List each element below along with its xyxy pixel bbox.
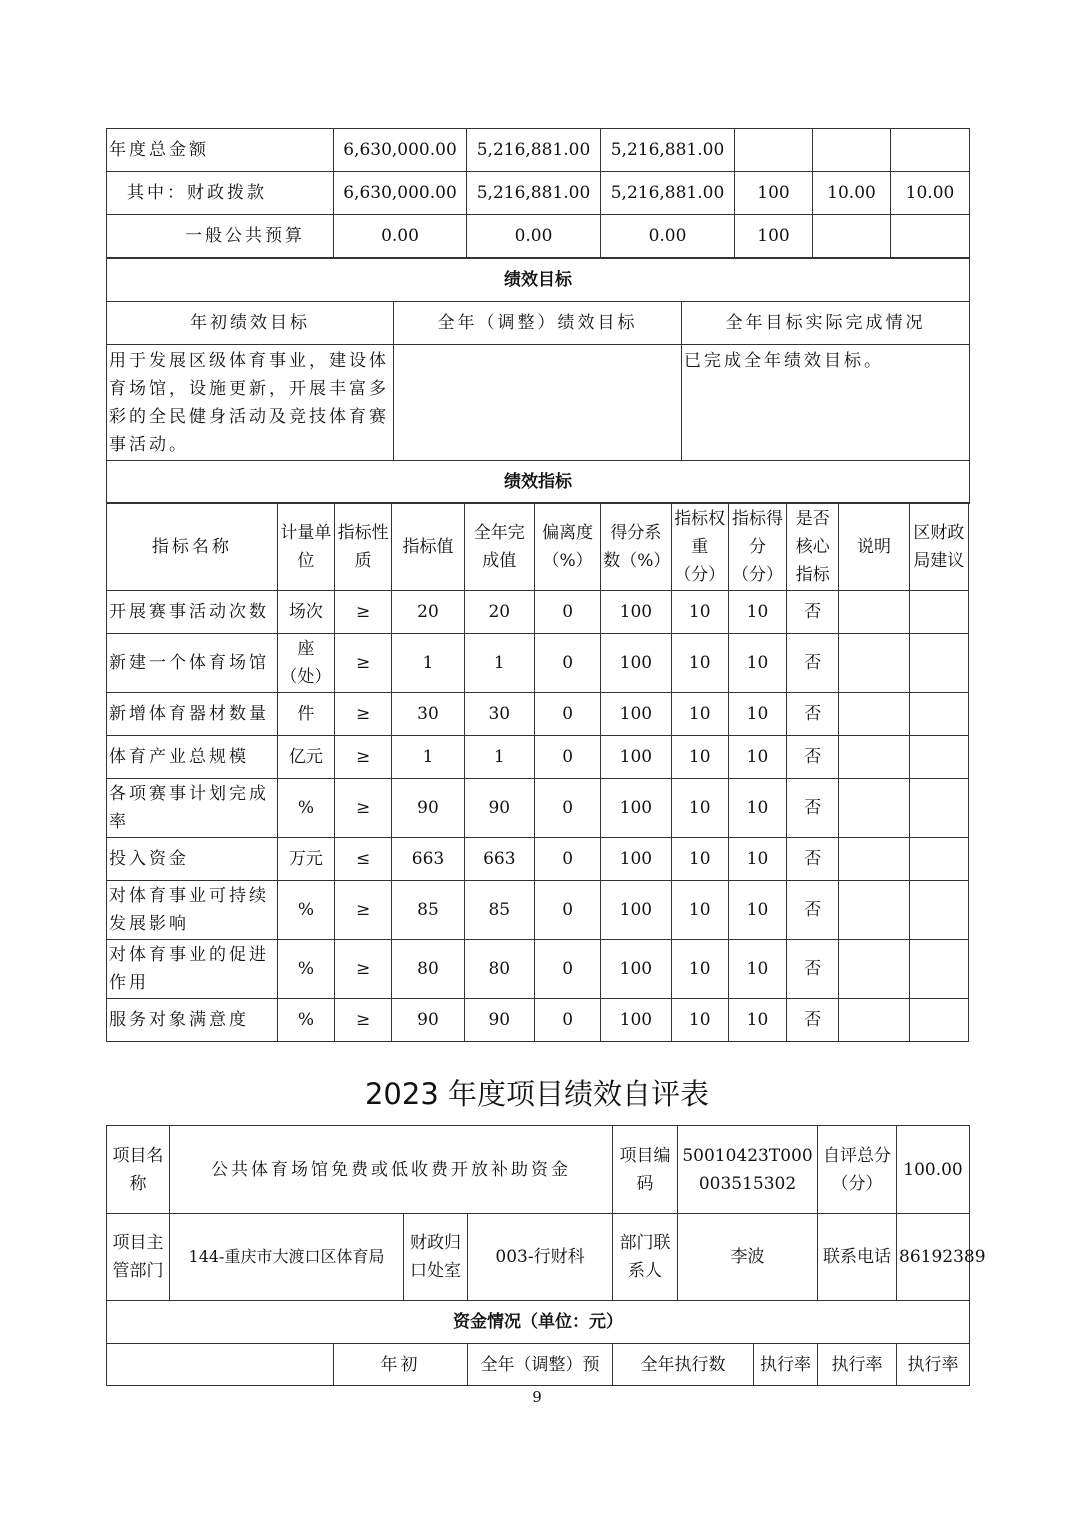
goals-adjusted-text xyxy=(394,345,682,461)
indicator-empty-cell xyxy=(909,591,968,634)
indicator-cell: ≥ xyxy=(335,736,392,779)
indicator-cell: ≥ xyxy=(335,779,392,838)
indicator-cell: ≥ xyxy=(335,634,392,693)
indicator-name: 各项赛事计划完成率 xyxy=(107,779,278,838)
indicator-cell: 10 xyxy=(728,779,786,838)
indicator-name: 新增体育器材数量 xyxy=(107,693,278,736)
indicator-cell: 件 xyxy=(277,693,334,736)
indicator-cell: % xyxy=(277,999,334,1042)
budget-row xyxy=(107,215,970,258)
indicator-name: 新建一个体育场馆 xyxy=(107,634,278,693)
indicator-empty-cell xyxy=(839,693,909,736)
indicator-header: 指标得分（分） xyxy=(728,503,786,591)
indicator-cell: 0 xyxy=(534,591,600,634)
indicator-cell: 10 xyxy=(728,634,786,693)
indicator-row xyxy=(107,999,969,1042)
budget-row-label: 一般公共预算 xyxy=(107,215,334,258)
indicator-cell: 1 xyxy=(464,736,534,779)
indicator-cell: % xyxy=(277,779,334,838)
indicator-cell: 90 xyxy=(464,999,534,1042)
indicator-header: 指标权重（分） xyxy=(671,503,728,591)
indicator-cell: 100 xyxy=(601,634,671,693)
indicator-header: 指标值 xyxy=(392,503,464,591)
indicator-row xyxy=(107,693,969,736)
indicator-empty-cell xyxy=(839,736,909,779)
project-code: 50010423T000003515302 xyxy=(678,1126,818,1214)
indicator-cell: 10 xyxy=(671,591,728,634)
budget-cell: 0.00 xyxy=(334,215,467,258)
indicator-cell: % xyxy=(277,881,334,940)
indicator-cell: 否 xyxy=(787,736,839,779)
budget-cell: 100 xyxy=(735,215,813,258)
indicator-cell: 场次 xyxy=(277,591,334,634)
indicator-name: 对体育事业的促进作用 xyxy=(107,940,278,999)
indicator-cell: 10 xyxy=(728,999,786,1042)
budget-cell: 10.00 xyxy=(891,172,970,215)
indicator-cell: 90 xyxy=(392,779,464,838)
indicator-cell: 0 xyxy=(534,940,600,999)
goals-header-adjusted: 全年（调整）绩效目标 xyxy=(394,302,682,345)
funds-header-rate-1: 执行率 xyxy=(754,1344,818,1386)
indicator-row xyxy=(107,779,969,838)
goals-initial-text: 用于发展区级体育事业，建设体育场馆，设施更新，开展丰富多彩的全民健身活动及竞技体育赛事活动。 xyxy=(107,345,394,461)
indicator-cell: 10 xyxy=(728,881,786,940)
goals-header-actual: 全年目标实际完成情况 xyxy=(682,302,970,345)
funds-header-rate-2: 执行率 xyxy=(818,1344,897,1386)
indicator-row xyxy=(107,838,969,881)
indicator-header: 指标名称 xyxy=(107,503,278,591)
indicator-header: 指标性质 xyxy=(335,503,392,591)
indicator-empty-cell xyxy=(839,779,909,838)
indicators-header-row xyxy=(107,503,969,591)
indicator-cell: 100 xyxy=(601,940,671,999)
indicator-cell: 否 xyxy=(787,838,839,881)
indicator-cell: 1 xyxy=(464,634,534,693)
indicator-empty-cell xyxy=(839,838,909,881)
indicator-cell: 10 xyxy=(671,999,728,1042)
indicator-empty-cell xyxy=(909,779,968,838)
indicator-empty-cell xyxy=(909,693,968,736)
indicator-cell: 10 xyxy=(671,779,728,838)
indicator-cell: 1 xyxy=(392,634,464,693)
indicator-cell: 10 xyxy=(728,838,786,881)
indicator-header: 区财政局建议 xyxy=(909,503,968,591)
budget-row xyxy=(107,129,970,172)
budget-row xyxy=(107,172,970,215)
budget-cell xyxy=(735,129,813,172)
indicator-cell: 85 xyxy=(392,881,464,940)
dept-label: 项目主管部门 xyxy=(107,1214,170,1301)
budget-cell: 6,630,000.00 xyxy=(334,172,467,215)
indicator-cell: 1 xyxy=(392,736,464,779)
budget-cell: 10.00 xyxy=(813,172,891,215)
indicator-cell: 万元 xyxy=(277,838,334,881)
indicator-cell: 10 xyxy=(728,591,786,634)
indicator-cell: 10 xyxy=(671,881,728,940)
indicator-cell: 10 xyxy=(728,736,786,779)
indicator-cell: % xyxy=(277,940,334,999)
indicator-cell: ≥ xyxy=(335,693,392,736)
indicator-cell: 否 xyxy=(787,779,839,838)
goals-actual-text: 已完成全年绩效目标。 xyxy=(682,345,970,461)
indicator-cell: 10 xyxy=(728,693,786,736)
budget-cell xyxy=(891,215,970,258)
indicator-empty-cell xyxy=(909,999,968,1042)
indicator-row xyxy=(107,940,969,999)
goals-header-initial: 年初绩效目标 xyxy=(107,302,394,345)
indicator-cell: 663 xyxy=(392,838,464,881)
project-info-table xyxy=(106,1125,986,1386)
contact-label: 部门联系人 xyxy=(613,1214,678,1301)
indicator-cell: 100 xyxy=(601,999,671,1042)
indicator-cell: 否 xyxy=(787,634,839,693)
indicator-cell: 100 xyxy=(601,591,671,634)
fin-label: 财政归口处室 xyxy=(404,1214,468,1301)
budget-cell xyxy=(891,129,970,172)
indicator-empty-cell xyxy=(839,634,909,693)
indicator-empty-cell xyxy=(909,838,968,881)
dept-value: 144-重庆市大渡口区体育局 xyxy=(170,1214,404,1301)
indicator-cell: 0 xyxy=(534,634,600,693)
funds-header-blank xyxy=(107,1344,334,1386)
indicator-cell: ≥ xyxy=(335,881,392,940)
indicator-cell: ≤ xyxy=(335,838,392,881)
indicator-cell: 0 xyxy=(534,779,600,838)
indicator-row xyxy=(107,591,969,634)
indicator-header: 是否核心指标 xyxy=(787,503,839,591)
indicator-cell: 30 xyxy=(464,693,534,736)
indicator-row xyxy=(107,634,969,693)
phone-label: 联系电话 xyxy=(818,1214,897,1301)
budget-row-label: 年度总金额 xyxy=(107,129,334,172)
indicator-name: 开展赛事活动次数 xyxy=(107,591,278,634)
indicator-row xyxy=(107,736,969,779)
indicator-cell: 10 xyxy=(671,940,728,999)
indicator-cell: ≥ xyxy=(335,940,392,999)
funds-header-adjusted: 全年（调整）预 xyxy=(468,1344,613,1386)
indicator-cell: 10 xyxy=(671,838,728,881)
form-title: 2023 年度项目绩效自评表 xyxy=(364,1077,710,1111)
indicator-empty-cell xyxy=(909,634,968,693)
indicator-header: 全年完成值 xyxy=(464,503,534,591)
indicator-cell: 90 xyxy=(392,999,464,1042)
indicator-cell: 10 xyxy=(671,693,728,736)
page-number: 9 xyxy=(532,1388,542,1406)
indicator-cell: 亿元 xyxy=(277,736,334,779)
indicator-empty-cell xyxy=(839,881,909,940)
indicator-empty-cell xyxy=(909,940,968,999)
project-name-label: 项目名称 xyxy=(107,1126,170,1214)
indicator-cell: 座（处） xyxy=(277,634,334,693)
indicator-cell: 0 xyxy=(534,881,600,940)
budget-cell xyxy=(813,215,891,258)
indicator-cell: 0 xyxy=(534,736,600,779)
indicator-cell: 20 xyxy=(464,591,534,634)
score-value: 100.00 xyxy=(897,1126,970,1214)
budget-cell: 5,216,881.00 xyxy=(601,129,735,172)
indicator-cell: 0 xyxy=(534,838,600,881)
indicator-header: 说明 xyxy=(839,503,909,591)
budget-table xyxy=(106,128,970,258)
indicator-cell: 0 xyxy=(534,999,600,1042)
indicator-name: 体育产业总规模 xyxy=(107,736,278,779)
budget-cell: 6,630,000.00 xyxy=(334,129,467,172)
indicator-cell: 否 xyxy=(787,999,839,1042)
performance-goals-table xyxy=(106,258,970,504)
indicator-cell: 100 xyxy=(601,881,671,940)
indicator-cell: 85 xyxy=(464,881,534,940)
goals-section-title: 绩效目标 xyxy=(107,259,970,302)
indicator-name: 服务对象满意度 xyxy=(107,999,278,1042)
funds-header-initial: 年初 xyxy=(334,1344,468,1386)
indicator-cell: 0 xyxy=(534,693,600,736)
budget-cell xyxy=(813,129,891,172)
indicator-header: 得分系数（%） xyxy=(601,503,671,591)
contact-value: 李波 xyxy=(678,1214,818,1301)
indicator-empty-cell xyxy=(909,736,968,779)
project-name: 公共体育场馆免费或低收费开放补助资金 xyxy=(170,1126,613,1214)
funds-header-rate-3: 执行率 xyxy=(897,1344,970,1386)
indicator-cell: 100 xyxy=(601,693,671,736)
indicator-cell: 100 xyxy=(601,838,671,881)
indicator-name: 投入资金 xyxy=(107,838,278,881)
indicator-cell: 90 xyxy=(464,779,534,838)
indicator-header: 偏离度（%） xyxy=(534,503,600,591)
indicator-empty-cell xyxy=(839,591,909,634)
indicator-cell: 10 xyxy=(671,736,728,779)
indicator-cell: 80 xyxy=(392,940,464,999)
indicator-cell: 10 xyxy=(728,940,786,999)
indicator-empty-cell xyxy=(839,999,909,1042)
fin-value: 003-行财科 xyxy=(468,1214,613,1301)
indicator-cell: 30 xyxy=(392,693,464,736)
indicators-section-title: 绩效指标 xyxy=(107,461,970,504)
indicator-cell: 否 xyxy=(787,591,839,634)
indicator-cell: 否 xyxy=(787,693,839,736)
funds-header-executed: 全年执行数 xyxy=(613,1344,754,1386)
indicators-table xyxy=(106,502,969,1042)
funds-section-title: 资金情况（单位：元） xyxy=(107,1301,970,1344)
indicator-empty-cell xyxy=(909,881,968,940)
indicator-name: 对体育事业可持续发展影响 xyxy=(107,881,278,940)
indicator-header: 计量单位 xyxy=(277,503,334,591)
budget-cell: 5,216,881.00 xyxy=(467,129,601,172)
score-label: 自评总分（分） xyxy=(818,1126,897,1214)
budget-row-label: 其中：财政拨款 xyxy=(107,172,334,215)
indicator-cell: 663 xyxy=(464,838,534,881)
indicator-cell: ≥ xyxy=(335,591,392,634)
budget-cell: 0.00 xyxy=(601,215,735,258)
budget-cell: 100 xyxy=(735,172,813,215)
indicator-cell: 10 xyxy=(671,634,728,693)
indicator-row xyxy=(107,881,969,940)
indicator-empty-cell xyxy=(839,940,909,999)
budget-cell: 5,216,881.00 xyxy=(601,172,735,215)
indicator-cell: 否 xyxy=(787,881,839,940)
budget-cell: 0.00 xyxy=(467,215,601,258)
indicator-cell: 100 xyxy=(601,736,671,779)
budget-cell: 5,216,881.00 xyxy=(467,172,601,215)
indicator-cell: 20 xyxy=(392,591,464,634)
indicator-cell: 否 xyxy=(787,940,839,999)
project-code-label: 项目编码 xyxy=(613,1126,678,1214)
phone-value: 86192389 xyxy=(897,1214,970,1301)
indicator-cell: 100 xyxy=(601,779,671,838)
indicator-cell: ≥ xyxy=(335,999,392,1042)
indicator-cell: 80 xyxy=(464,940,534,999)
